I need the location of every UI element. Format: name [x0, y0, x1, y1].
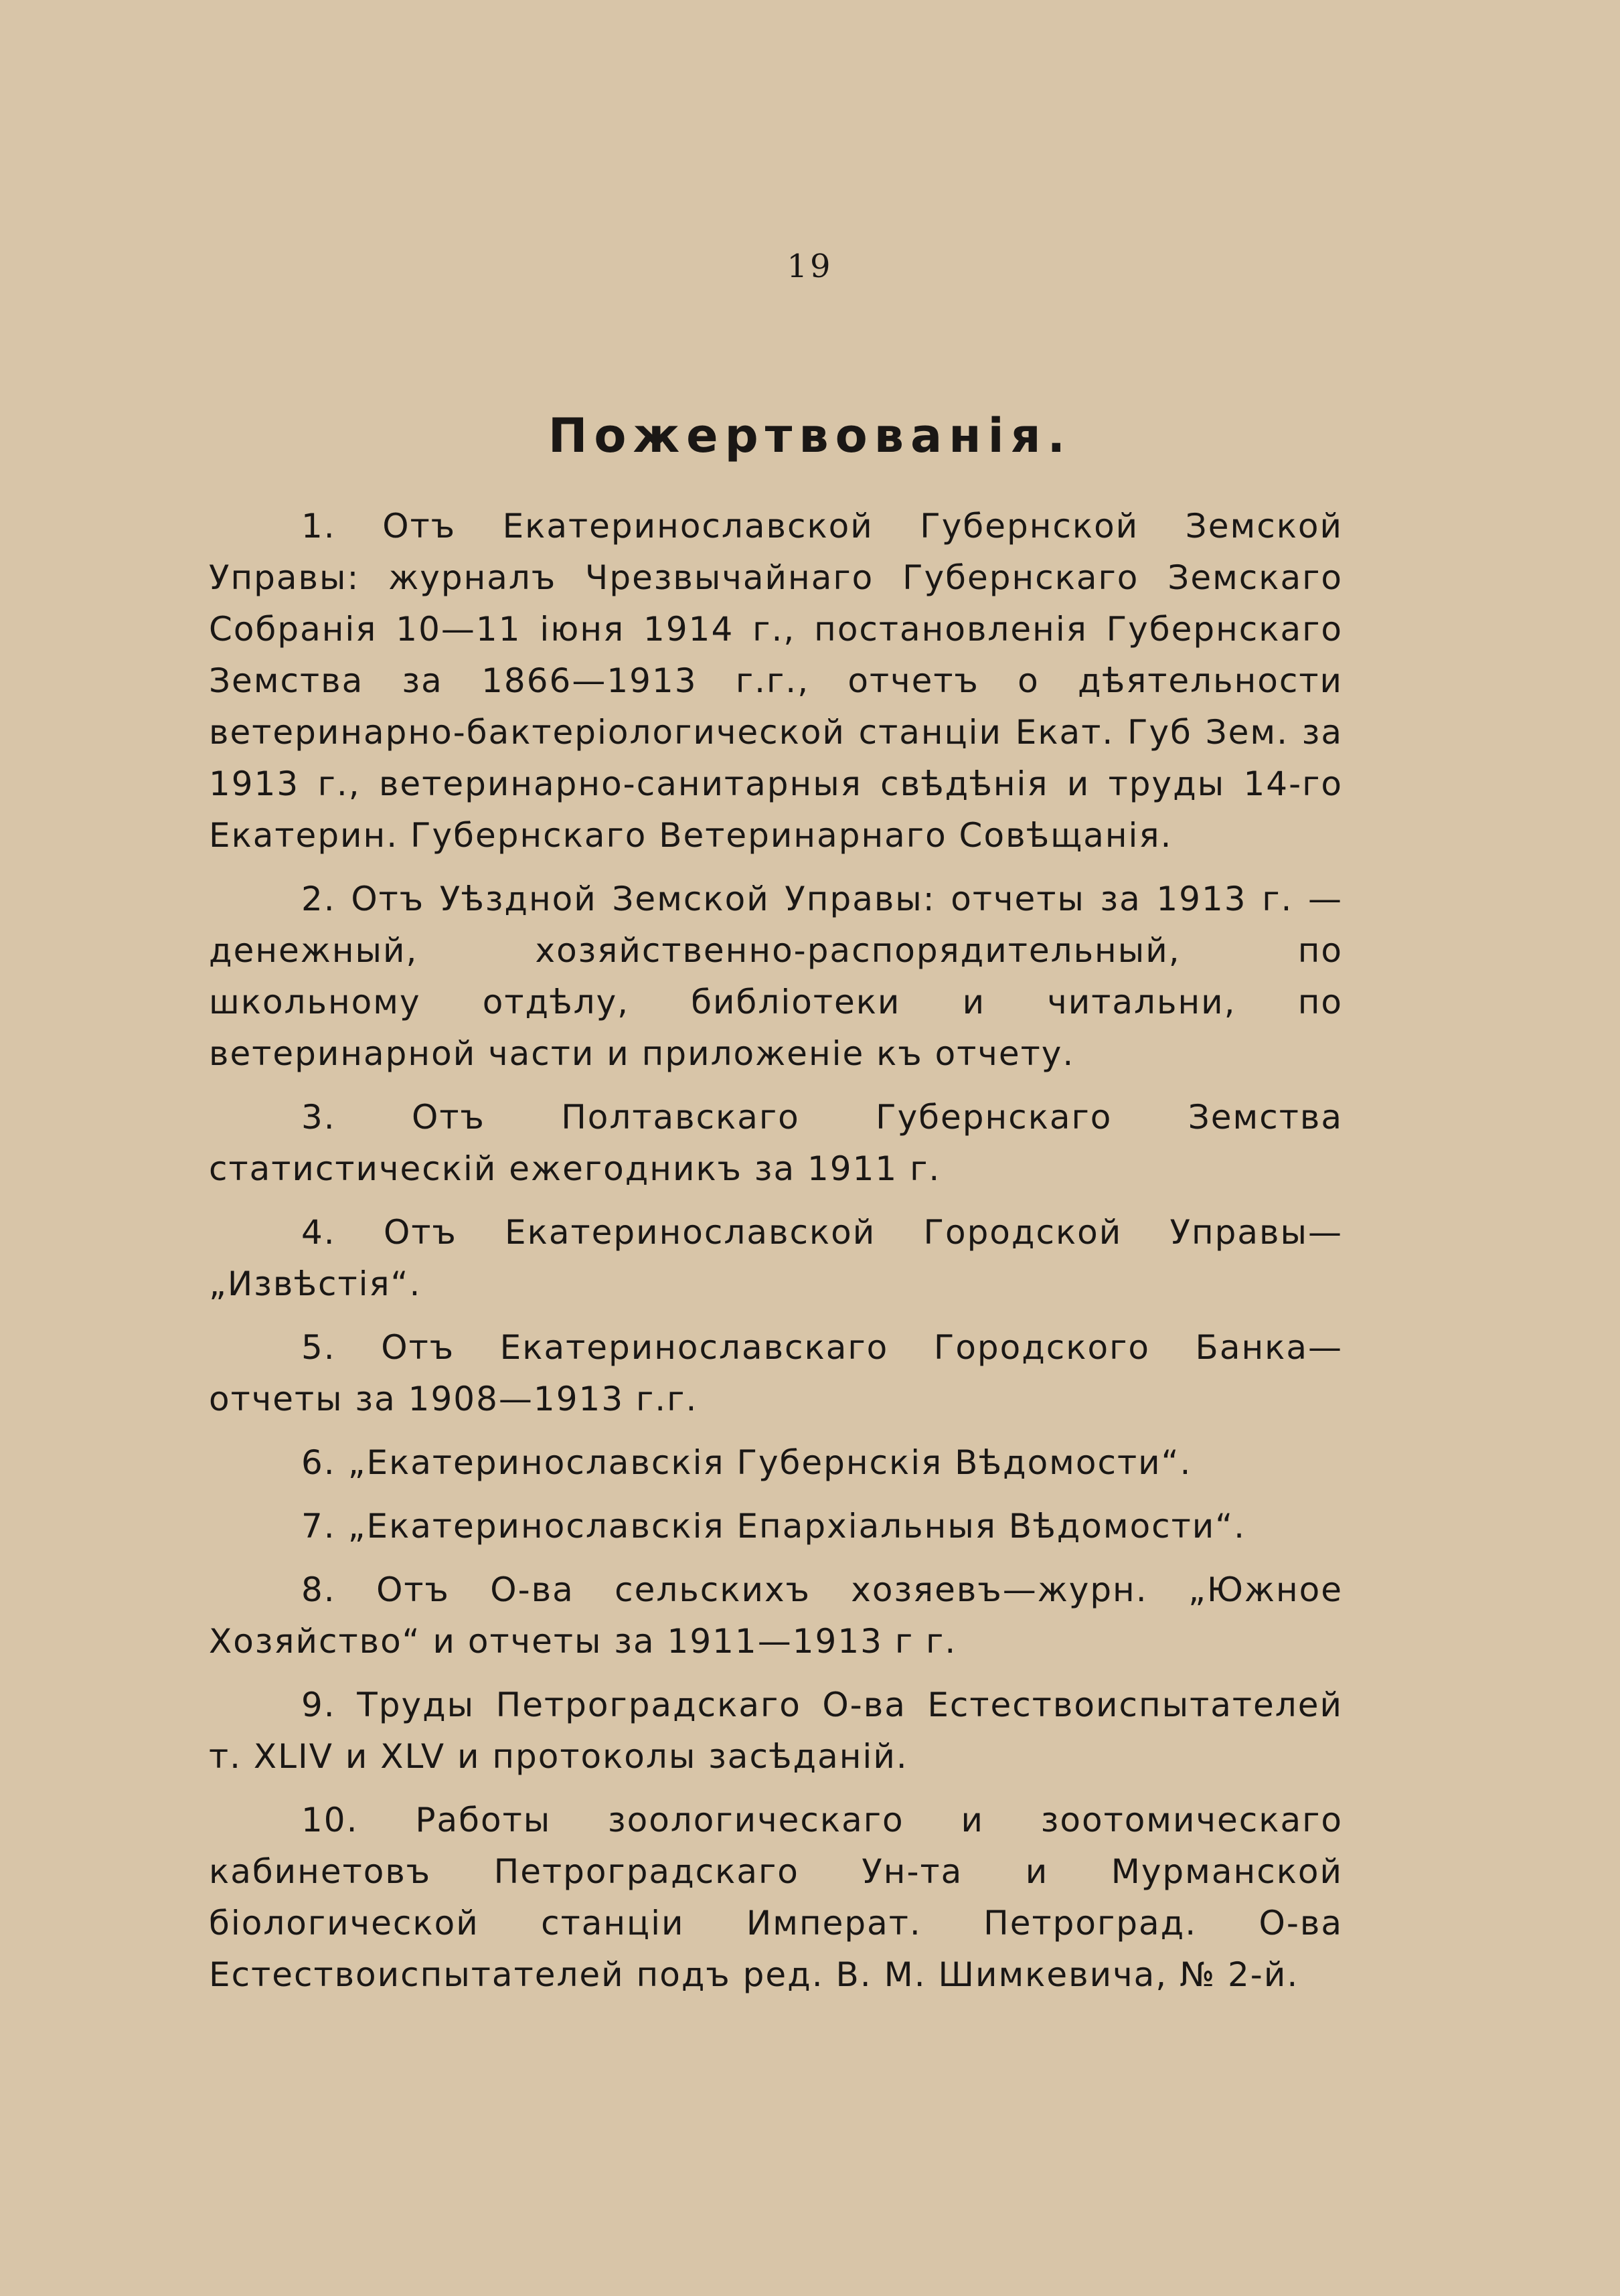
- list-item: 9. Труды Петроградскаго О-ва Естествоиспытателей т. XLIV и XLV и протоколы засѣданій.: [209, 1686, 1343, 1776]
- list-item: 2. Отъ Уѣздной Земской Управы: отчеты за 1913 г. — денежный, хозяйственно-распорядительный, по школьному отдѣлу, библіотеки и читальни, по ветеринарной части и приложеніе къ отчету.: [209, 880, 1343, 1073]
- page-number: 19: [787, 248, 833, 285]
- list-item: 7. „Екатеринославскія Епархіальныя Вѣдомости“.: [301, 1507, 1246, 1546]
- list-item: 10. Работы зоологическаго и зоотомическаго кабинетовъ Петроградскаго Ун-та и Мурманской біологической станціи Императ. Петроград. О-ва Естествоиспытателей подъ ред. В. М. Шимкевича, № 2-й.: [209, 1801, 1343, 1994]
- page-title: Пожертвованія.: [548, 408, 1072, 463]
- list-item: 4. Отъ Екатеринославской Городской Управы— „Извѣстія“.: [209, 1213, 1343, 1303]
- list-item: 1. Отъ Екатеринославской Губернской Земской Управы: журналъ Чрезвычайнаго Губернскаго Земскаго Собранія 10—11 іюня 1914 г., постановленія Губернскаго Земства за 1866—1913 г.г., отчетъ о дѣятельности ветеринарно-бактеріологической станціи Екат. Губ Зем. за 1913 г., ветеринарно-санитарныя свѣдѣнія и труды 14-го Екатерин. Губернскаго Ветеринарнаго Совѣщанія.: [209, 507, 1343, 855]
- list-item: 8. Отъ О-ва сельскихъ хозяевъ—журн. „Южное Хозяйство“ и отчеты за 1911—1913 г г.: [209, 1570, 1343, 1661]
- list-item: 5. Отъ Екатеринославскаго Городского Банка— отчеты за 1908—1913 г.г.: [209, 1328, 1343, 1418]
- list-item: 6. „Екатеринославскія Губернскія Вѣдомости“.: [301, 1443, 1192, 1482]
- list-item: 3. Отъ Полтавскаго Губернскаго Земства статистическій ежегодникъ за 1911 г.: [209, 1098, 1343, 1188]
- donations-list: [209, 501, 1343, 2013]
